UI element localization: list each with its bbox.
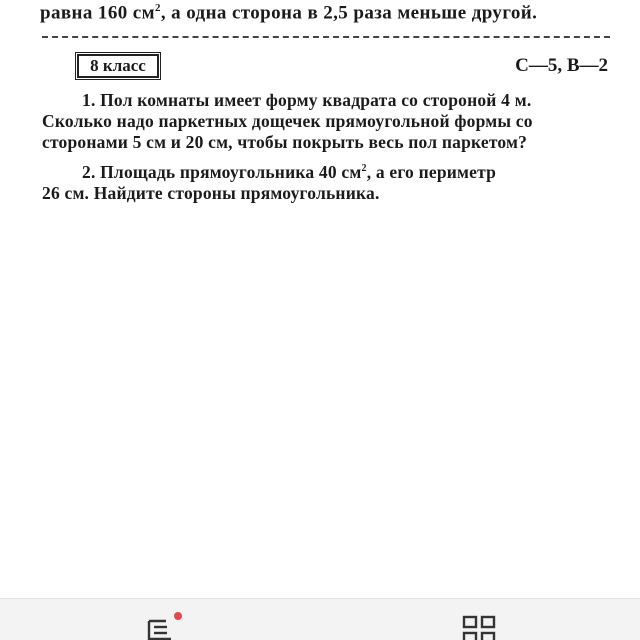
problem-2-superscript: 2 — [361, 163, 367, 174]
problem-1-line-1 — [42, 90, 610, 111]
problem-2-text-a: Площадь прямоугольника 40 см — [100, 161, 362, 182]
class-label: 8 класс — [77, 54, 159, 78]
dashed-separator — [42, 36, 610, 38]
problem-1-line-3: сторонами 5 см и 20 см, чтобы покрыть весь пол паркетом? — [42, 132, 528, 152]
top-line-text-a: равна 160 см — [40, 2, 155, 24]
notification-badge — [174, 612, 182, 620]
problem-1-text-1: Пол комнаты имеет форму квадрата со стороной 4 м. — [100, 90, 532, 110]
problem-1-number: 1. — [82, 90, 96, 110]
problem-1 — [42, 90, 610, 153]
problem-2-text-b: , а его периметр — [366, 161, 497, 182]
list-icon[interactable] — [146, 615, 174, 640]
problem-1-line-2: Сколько надо паркетных дощечек прямоугольной формы со — [42, 111, 533, 131]
problem-2-line-1 — [42, 158, 610, 183]
problem-2 — [42, 158, 610, 204]
variant-label: С—5, В—2 — [515, 55, 608, 76]
bottom-toolbar — [0, 598, 640, 640]
top-line-superscript: 2 — [154, 2, 161, 14]
problem-2-line-2: 26 см. Найдите стороны прямоугольника. — [42, 182, 380, 203]
problem-2-number: 2. — [82, 161, 96, 182]
grid-icon[interactable] — [462, 614, 498, 640]
top-line-text-b: , а одна сторона в 2,5 раза меньше другой. — [160, 2, 538, 24]
previous-problem-tail — [40, 0, 640, 25]
